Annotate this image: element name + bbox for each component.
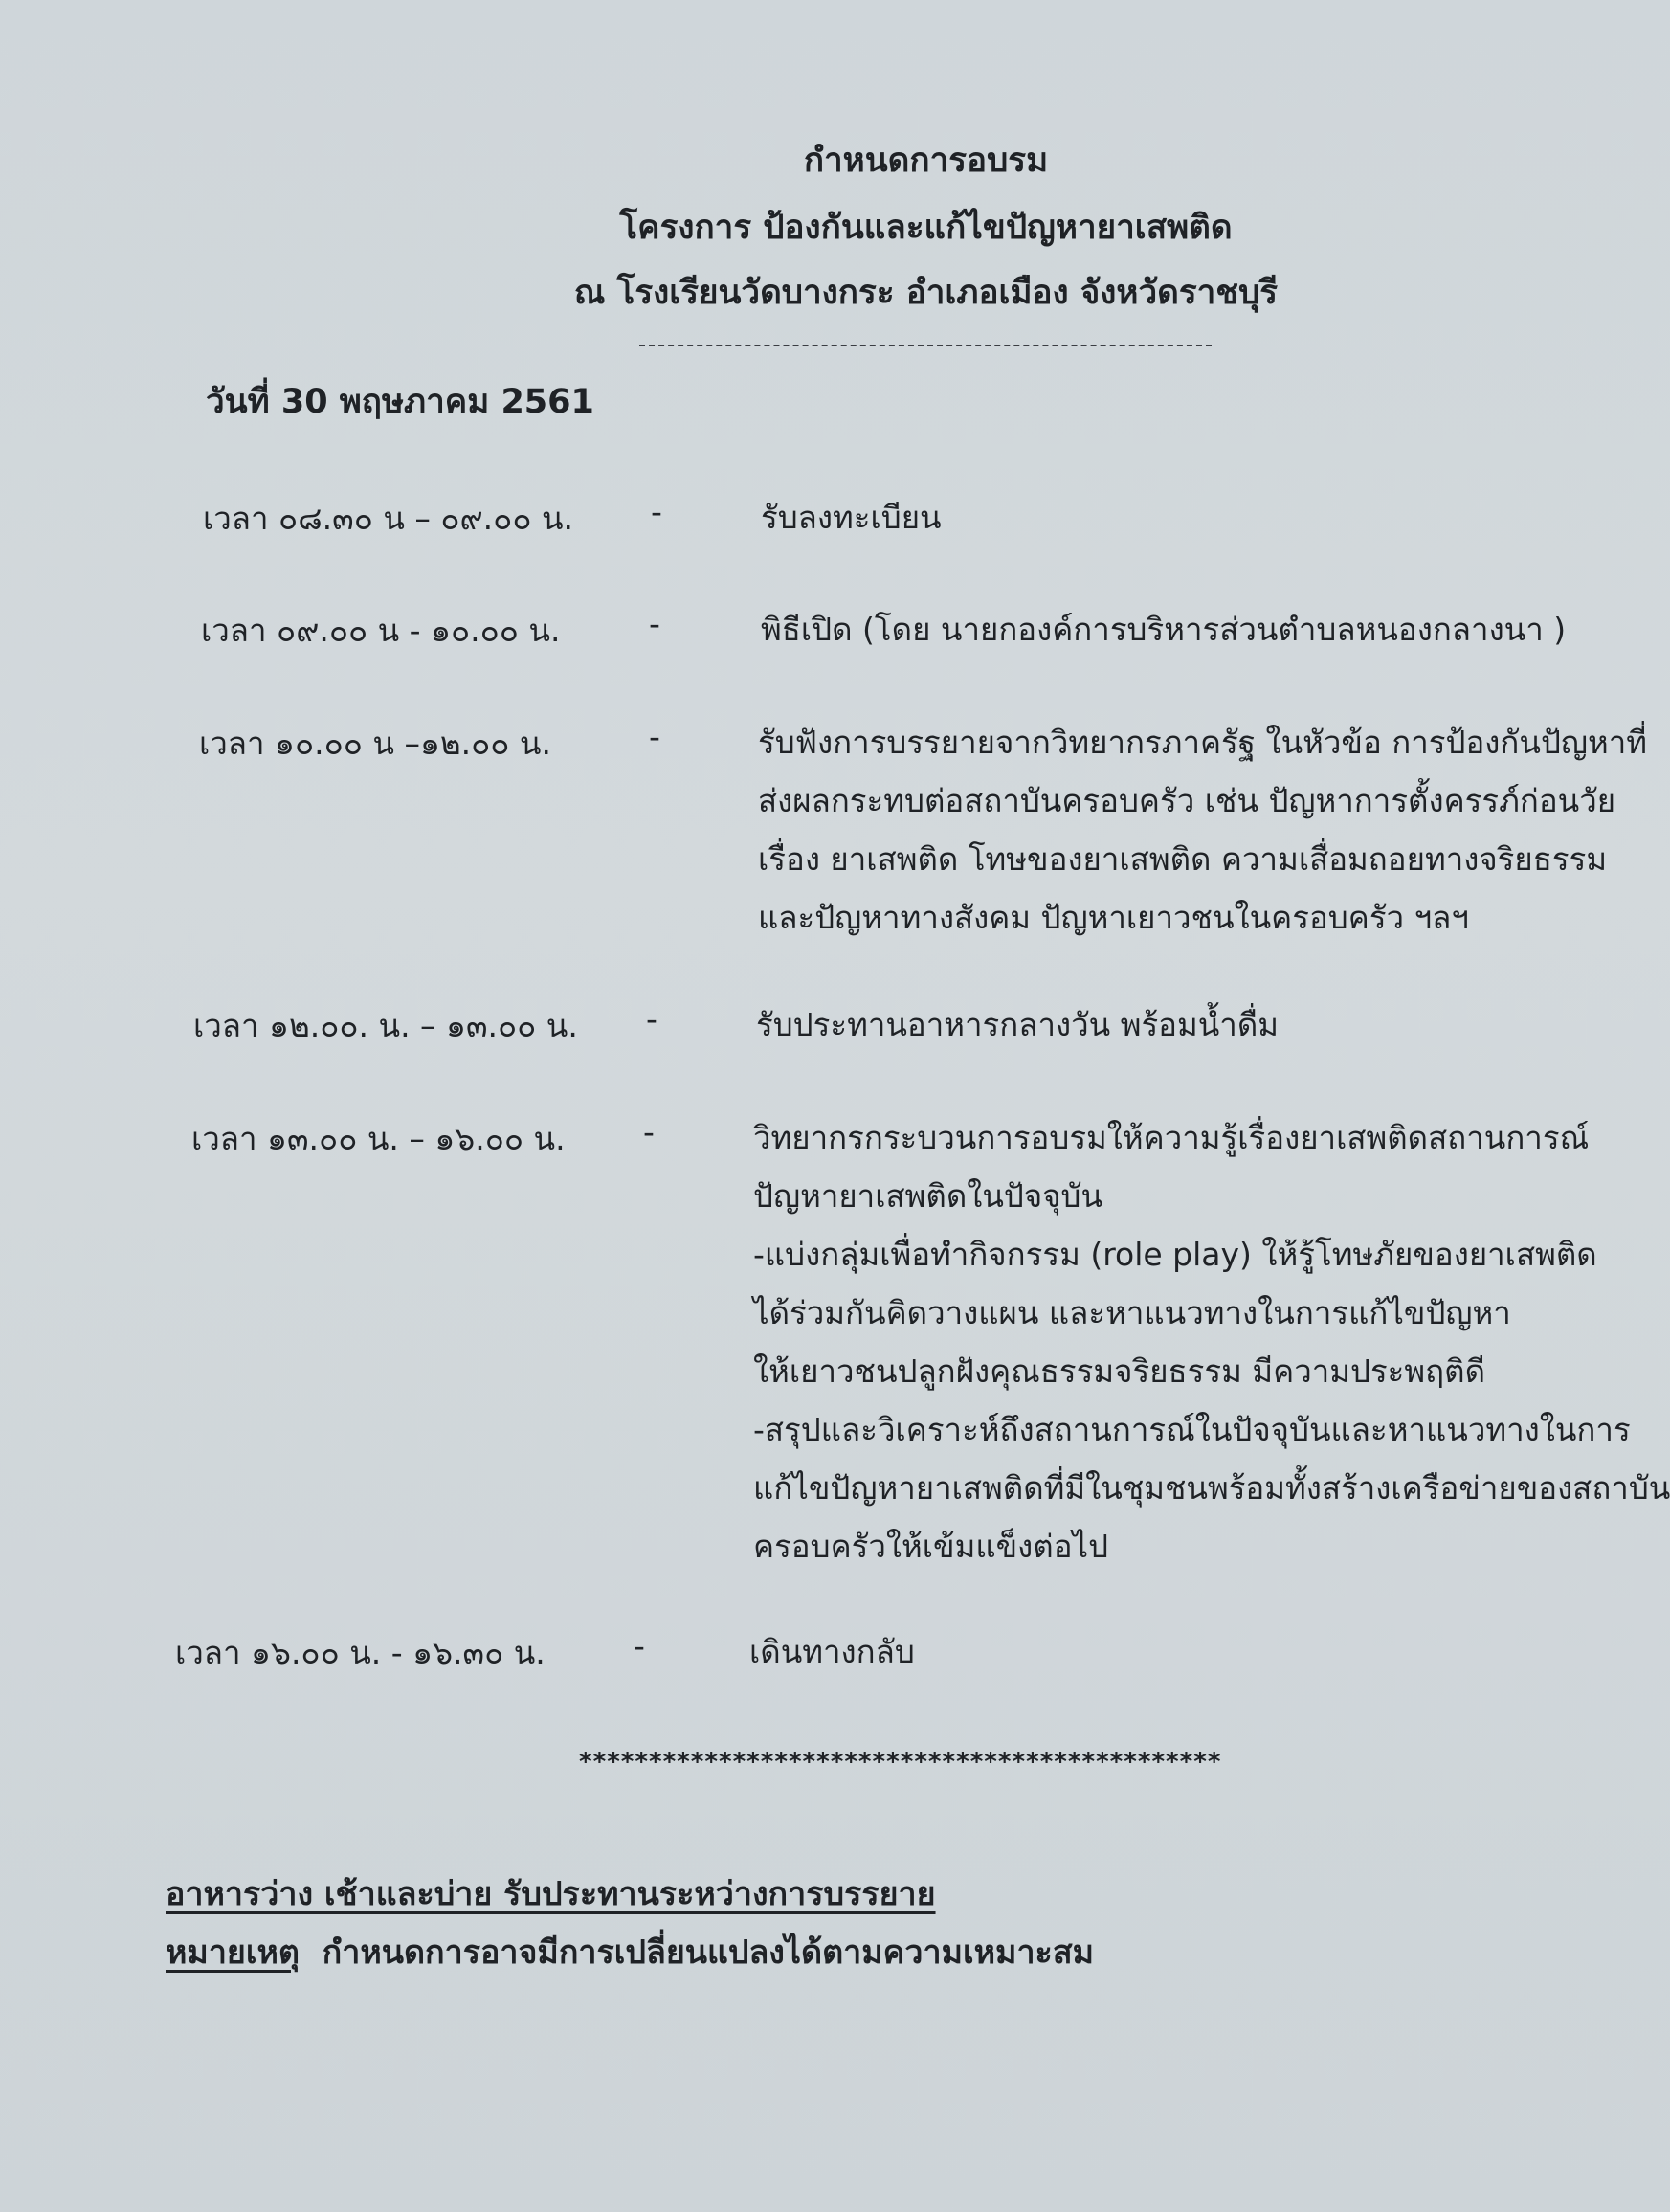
schedule-dash: -	[649, 605, 660, 642]
schedule-time: เวลา ๑๖.๐๐ น. - ๑๖.๓๐ น.	[175, 1634, 546, 1671]
schedule-line: ปัญหายาเสพติดในปัจจุบัน	[753, 1177, 1103, 1215]
schedule-description	[761, 600, 1566, 659]
schedule-line: ได้ร่วมกันคิดวางแผน และหาแนวทางในการแก้ไขปัญหา	[753, 1294, 1511, 1331]
schedule-description	[758, 713, 1647, 947]
schedule-line: รับฟังการบรรยายจากวิทยากรภาครัฐ ในหัวข้อ การป้องกันปัญหาที่	[758, 724, 1648, 761]
schedule-line: ส่งผลกระทบต่อสถาบันครอบครัว เช่น ปัญหาการตั้งครรภ์ก่อนวัย	[758, 782, 1616, 819]
schedule-description	[756, 995, 1279, 1054]
schedule-line: เดินทางกลับ	[749, 1633, 915, 1670]
schedule-line: แก้ไขปัญหายาเสพติดที่มีในชุมชนพร้อมทั้งสร้างเครือข่ายของสถาบัน	[753, 1469, 1670, 1507]
schedule-line: และปัญหาทางสังคม ปัญหาเยาวชนในครอบครัว ฯลฯ	[758, 899, 1469, 936]
schedule-line: -สรุปและวิเคราะห์ถึงสถานการณ์ในปัจจุบันและหาแนวทางในการ	[753, 1411, 1631, 1448]
schedule-line: ครอบครัวให้เข้มแข็งต่อไป	[753, 1528, 1109, 1565]
header-divider	[639, 345, 1212, 346]
schedule-description	[753, 1108, 1670, 1575]
schedule-dash: -	[634, 1627, 645, 1665]
section-divider: **********************************************	[579, 1748, 1222, 1776]
schedule-line: -แบ่งกลุ่มเพื่อทำกิจกรรม (role play) ให้รู้โทษภัยของยาเสพติด	[753, 1236, 1597, 1273]
schedule-dash: -	[646, 1000, 657, 1038]
remark-note	[166, 1926, 1094, 1977]
schedule-description	[749, 1622, 915, 1681]
schedule-line: ให้เยาวชนปลูกฝังคุณธรรมจริยธรรม มีความประพฤติดี	[753, 1352, 1485, 1390]
schedule-time: เวลา ๐๙.๐๐ น - ๑๐.๐๐ น.	[201, 612, 561, 649]
snack-note: อาหารว่าง เช้าและบ่าย รับประทานระหว่างการบรรยาย	[166, 1875, 936, 1913]
schedule-dash: -	[649, 718, 660, 755]
remark-text: กำหนดการอาจมีการเปลี่ยนแปลงได้ตามความเหมาะสม	[322, 1933, 1094, 1972]
schedule-line: รับประทานอาหารกลางวัน พร้อมน้ำดื่ม	[756, 1006, 1280, 1043]
schedule-line: วิทยากรกระบวนการอบรมให้ความรู้เรื่องยาเสพติดสถานการณ์	[753, 1119, 1590, 1156]
schedule-line: เรื่อง ยาเสพติด โทษของยาเสพติด ความเสื่อมถอยทางจริยธรรม	[758, 840, 1608, 878]
schedule-time: เวลา ๑๓.๐๐ น. – ๑๖.๐๐ น.	[191, 1120, 566, 1157]
project-name: โครงการ ป้องกันและแก้ไขปัญหายาเสพติด	[619, 209, 1233, 247]
document-title: กำหนดการอบรม	[803, 142, 1049, 180]
schedule-time: เวลา ๑๒.๐๐. น. – ๑๓.๐๐ น.	[193, 1007, 578, 1044]
schedule-line: พิธีเปิด (โดย นายกองค์การบริหารส่วนตำบลหนองกลางนา )	[761, 611, 1567, 648]
schedule-dash: -	[643, 1113, 655, 1151]
schedule-dash: -	[651, 493, 662, 530]
training-date: วันที่ 30 พฤษภาคม 2561	[206, 383, 594, 421]
schedule-description	[761, 488, 942, 547]
schedule-time: เวลา ๑๐.๐๐ น –๑๒.๐๐ น.	[199, 725, 551, 762]
schedule-time: เวลา ๐๘.๓๐ น – ๐๙.๐๐ น.	[203, 500, 573, 537]
remark-label: หมายเหตุ	[166, 1933, 300, 1972]
project-location: ณ โรงเรียนวัดบางกระ อำเภอเมือง จังหวัดราชบุรี	[573, 274, 1279, 312]
schedule-line: รับลงทะเบียน	[761, 499, 942, 536]
